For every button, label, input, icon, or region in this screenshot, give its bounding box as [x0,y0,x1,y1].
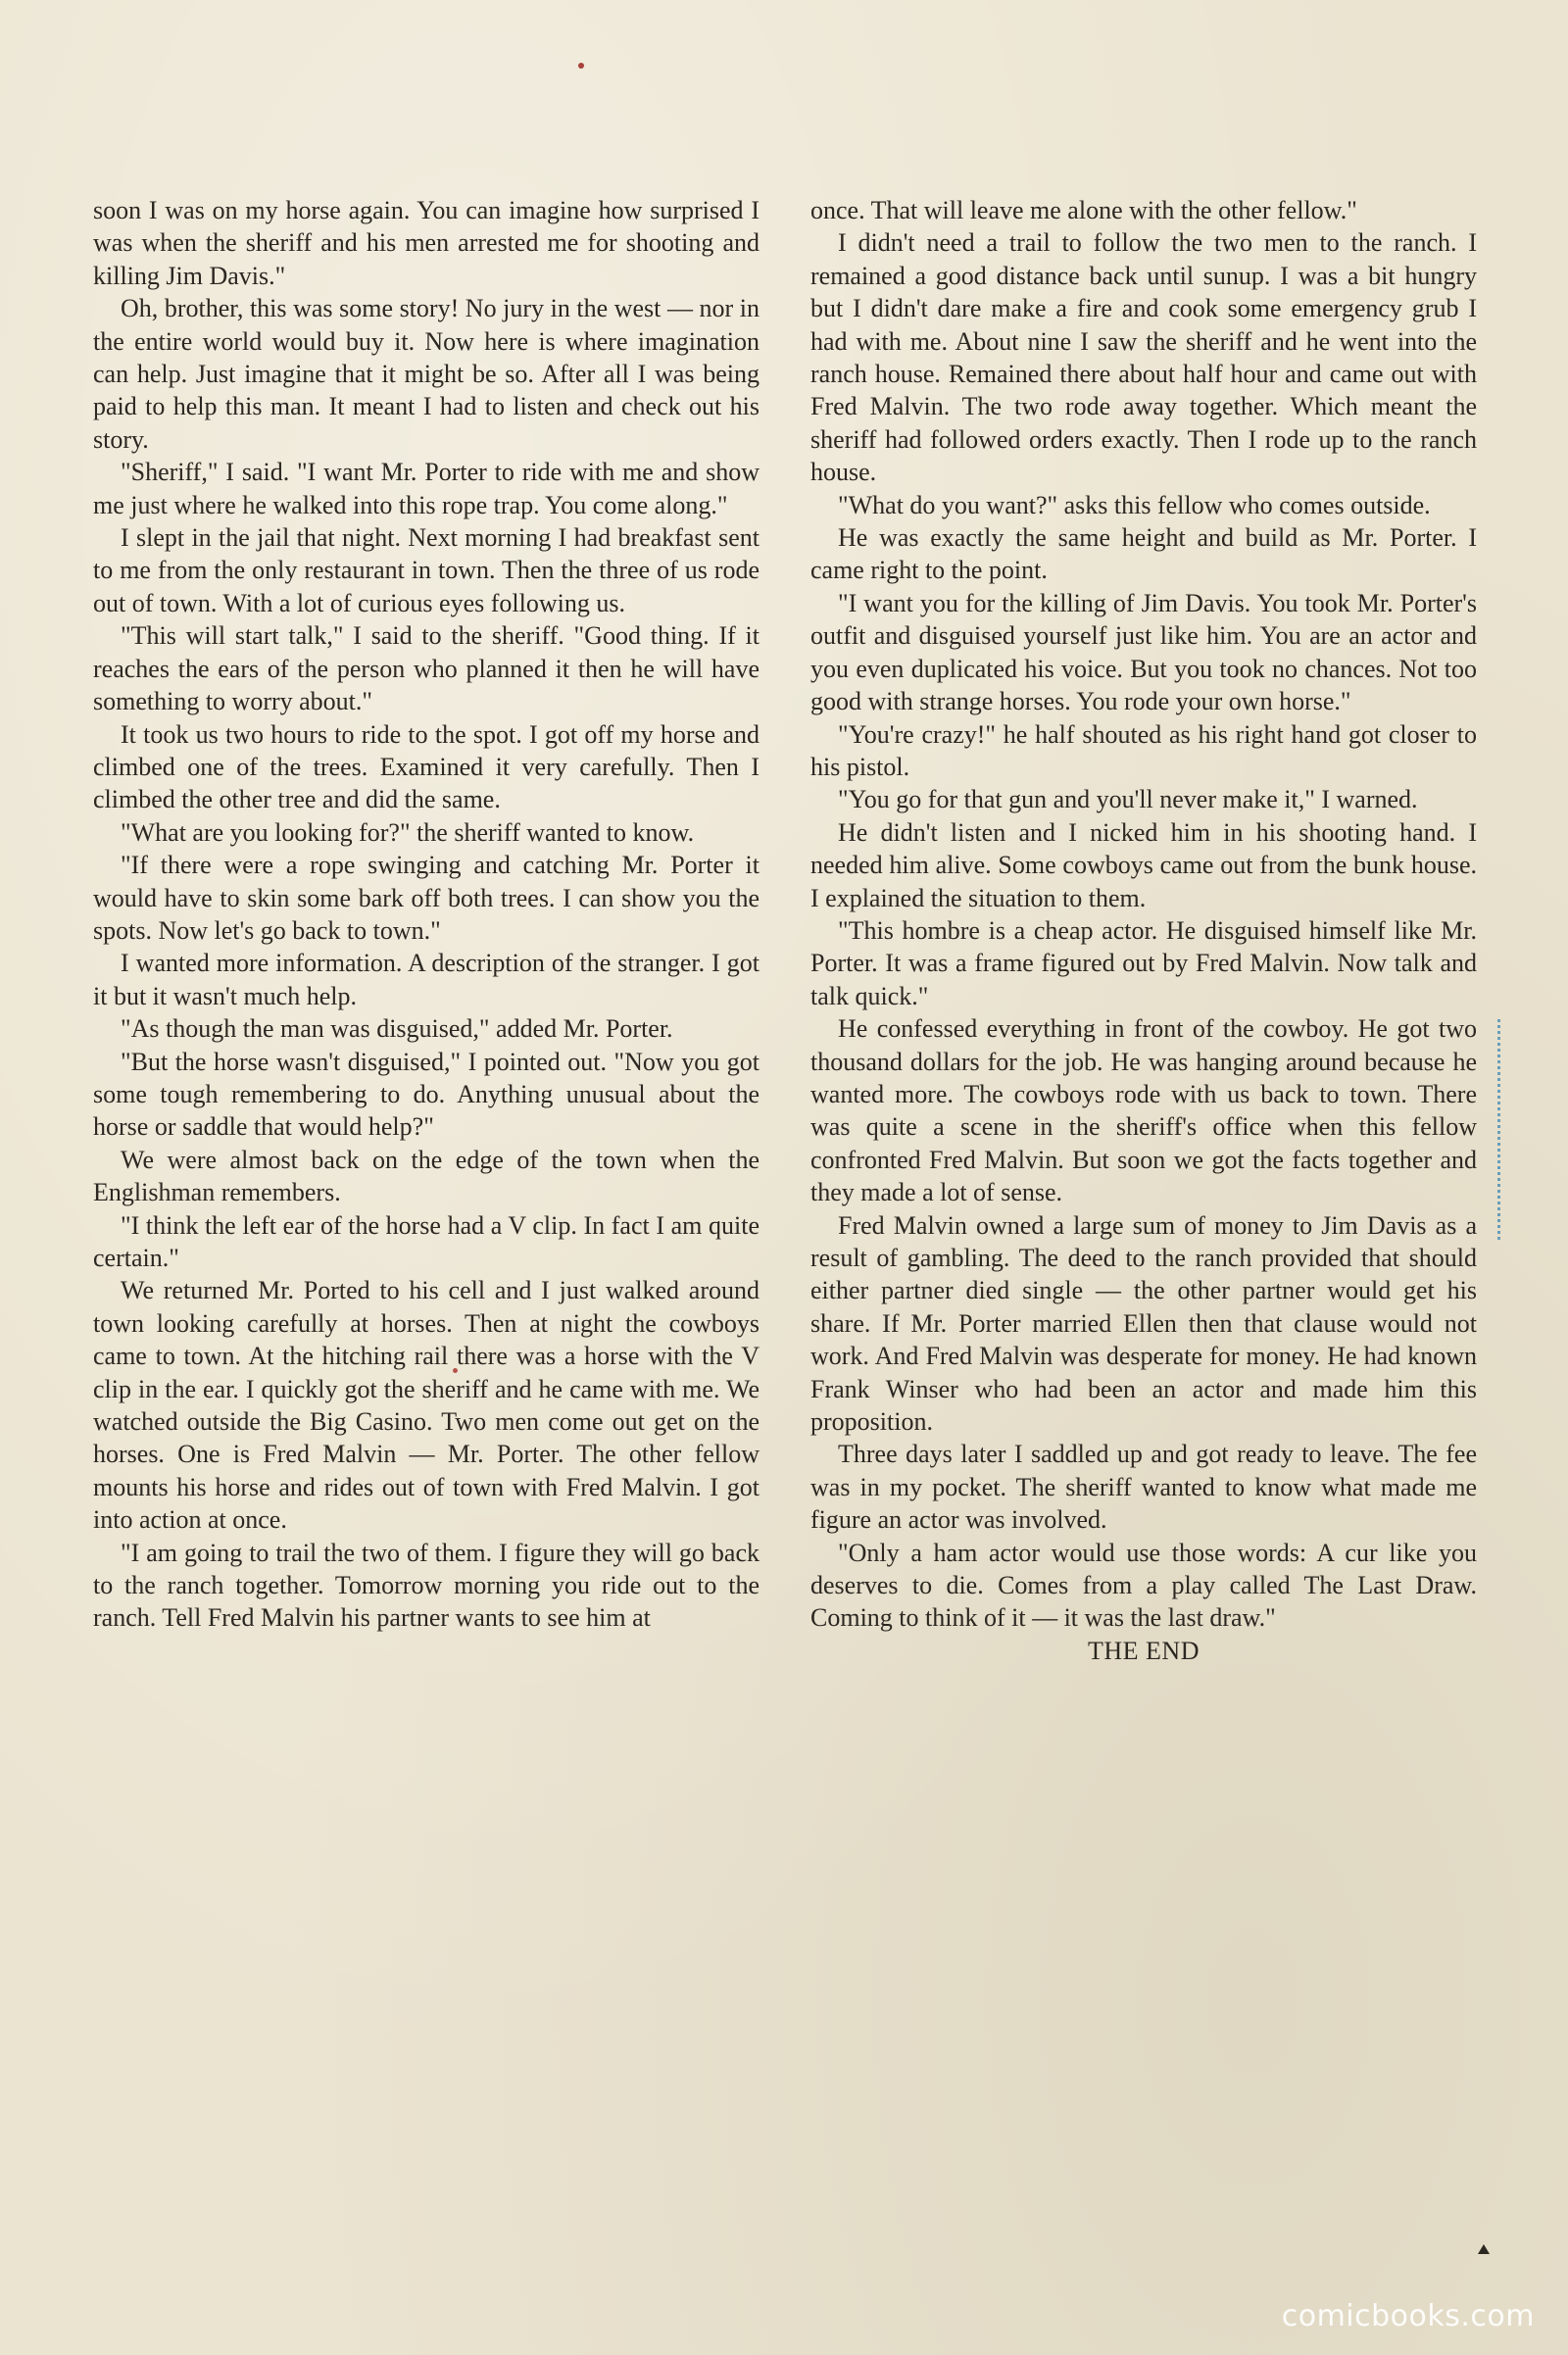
paragraph: I wanted more information. A description of the stranger. I got it but it wasn't much help. [93,949,760,1010]
paragraph: "I want you for the killing of Jim Davis. You took Mr. Porter's outfit and disguised yourself just like him. You are an actor and you even duplicated his voice. But you took no chances. Not too good with strange horses. You rode your own horse." [810,588,1477,716]
paragraph: Fred Malvin owned a large sum of money to Jim Davis as a result of gambling. The deed to the ranch provided that should either partner died single — the other partner would get his share. If Mr. Porter married Ellen then that clause would not work. And Fred Malvin was desperate for money. He had known Frank Winser who had been an actor and made him this proposition. [810,1210,1477,1437]
paragraph: soon I was on my horse again. You can imagine how surprised I was when the sheriff and his men arrested me for shooting and killing Jim Davis." [93,196,760,290]
paragraph: Oh, brother, this was some story! No jury in the west — nor in the entire world would buy it. Now here is where imagination can help. Just imagine that it might be so. After all I was being paid to help this man. It meant I had to listen and check out his story. [93,294,760,454]
paragraph: "You go for that gun and you'll never make it," I warned. [838,785,1418,814]
right-column [810,194,1477,1667]
paragraph: I slept in the jail that night. Next morning I had breakfast sent to me from the only restaurant in town. Then the three of us rode out of town. With a lot of curious eyes following us. [93,523,760,617]
paragraph: "But the horse wasn't disguised," I pointed out. "Now you got some tough remembering to do. Anything unusual about the horse or saddle that would help?" [93,1047,760,1142]
margin-pen-mark [1497,1019,1504,1240]
paragraph: "You're crazy!" he half shouted as his right hand got closer to his pistol. [810,719,1477,781]
paragraph: We were almost back on the edge of the town when the Englishman remembers. [93,1145,760,1207]
left-column [93,194,760,1635]
paragraph: "What are you looking for?" the sheriff wanted to know. [121,817,695,847]
paragraph: He was exactly the same height and build as Mr. Porter. I came right to the point. [810,523,1477,585]
corner-mark-icon [1478,2244,1490,2254]
paragraph: "I am going to trail the two of them. I figure they will go back to the ranch together. Tomorrow morning you ride out to the ranch. Tell Fred Malvin his partner wants to see him at [93,1538,760,1633]
paragraph: "If there were a rope swinging and catching Mr. Porter it would have to skin some bark off both trees. I can show you the spots. Now let's go back to town." [93,851,760,945]
paragraph: once. That will leave me alone with the other fellow." [810,196,1357,224]
paragraph: He didn't listen and I nicked him in his shooting hand. I needed him alive. Some cowboys came out from the bunk house. I explained the situation to them. [810,817,1477,912]
paragraph: We returned Mr. Ported to his cell and I just walked around town looking carefully at horses. Then at night the cowboys came to town. At the hitching rail there was a horse with the V clip in the ear. I quickly got the sheriff and he came with me. We watched outside the Big Casino. Two men come out get on the horses. One is Fred Malvin — Mr. Porter. The other fellow mounts his horse and rides out of town with Fred Malvin. I got into action at once. [93,1276,760,1535]
paragraph: "What do you want?" asks this fellow who comes outside. [838,490,1431,519]
ink-speck [578,63,584,69]
paragraph: "Only a ham actor would use those words: A cur like you deserves to die. Comes from a play called The Last Draw. Coming to think of it — it was the last draw." [810,1538,1477,1633]
the-end-label: THE END [1088,1636,1200,1665]
paragraph: "This will start talk," I said to the sheriff. "Good thing. If it reaches the ears of the person who planned it then he will have something to worry about." [93,621,760,716]
watermark: comicbooks.com [1281,2299,1535,2333]
paragraph: "This hombre is a cheap actor. He disguised himself like Mr. Porter. It was a frame figured out by Fred Malvin. Now talk and talk quick." [810,915,1477,1010]
paragraph: He confessed everything in front of the cowboy. He got two thousand dollars for the job. He was hanging around because he wanted more. The cowboys rode with us back to town. There was quite a scene in the sheriff's office when this fellow confronted Fred Malvin. But soon we got the facts together and they made a lot of sense. [810,1014,1477,1207]
paragraph: "As though the man was disguised," added Mr. Porter. [121,1014,673,1044]
paragraph: I didn't need a trail to follow the two men to the ranch. I remained a good distance back until sunup. I was a bit hungry but I didn't dare make a fire and cook some emergency grub I had with me. About nine I saw the sheriff and he went into the ranch house. Remained there about half hour and came out with Fred Malvin. The two rode away together. Which meant the sheriff had followed orders exactly. Then I rode up to the ranch house. [810,228,1477,487]
paragraph: It took us two hours to ride to the spot. I got off my horse and climbed one of the trees. Examined it very carefully. Then I climbed the other tree and did the same. [93,719,760,814]
paragraph: "I think the left ear of the horse had a V clip. In fact I am quite certain." [93,1210,760,1272]
paragraph: Three days later I saddled up and got ready to leave. The fee was in my pocket. The sheriff wanted to know what made me figure an actor was involved. [810,1440,1477,1535]
paragraph: "Sheriff," I said. "I want Mr. Porter to ride with me and show me just where he walked into this rope trap. You come along." [93,458,760,519]
